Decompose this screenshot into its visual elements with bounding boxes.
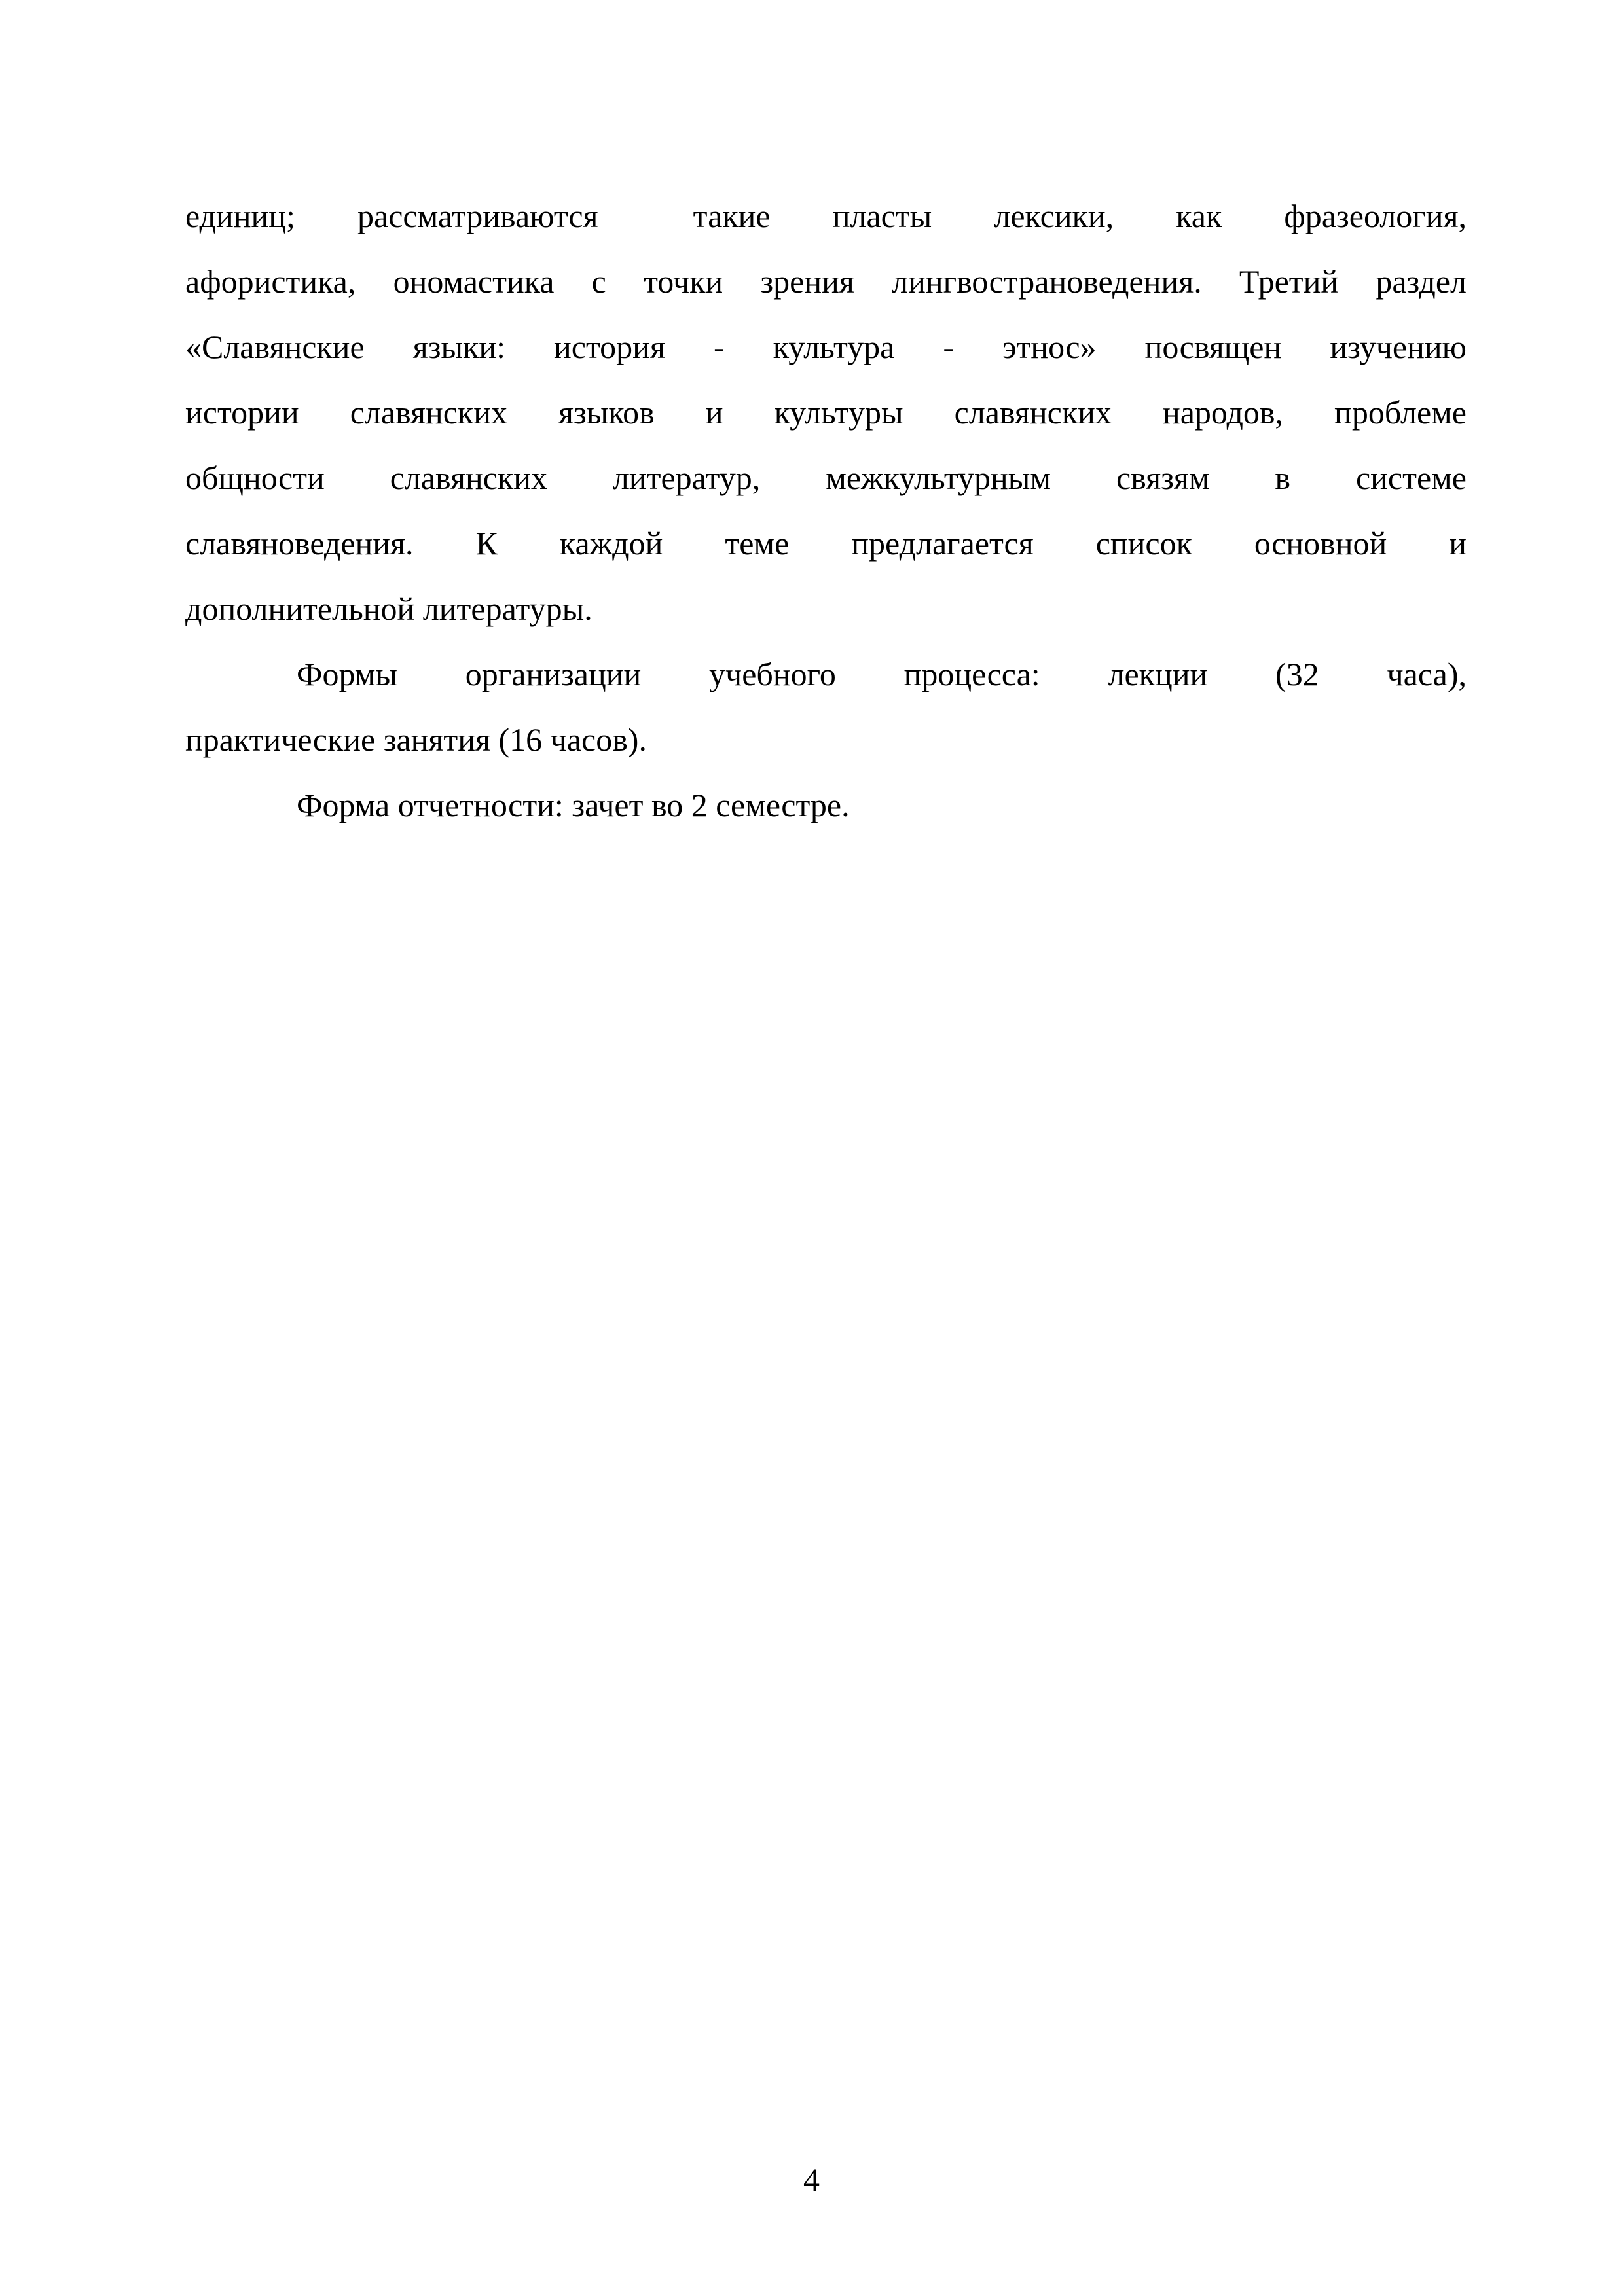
paragraph-1-line-4: истории славянских языков и культуры славянских народов, проблеме bbox=[185, 394, 1467, 431]
paragraph-2-line-2: практические занятия (16 часов). bbox=[185, 721, 647, 758]
paragraph-1-line-3: «Славянские языки: история - культура - этнос» посвящен изучению bbox=[185, 329, 1467, 365]
paragraph-1-line-5: общности славянских литератур, межкультурным связям в системе bbox=[185, 459, 1467, 496]
paragraph-2-line-1: Формы организации учебного процесса: лекции (32 часа), bbox=[297, 656, 1467, 692]
body-text bbox=[185, 183, 1467, 838]
paragraph-1-line-6: славяноведения. К каждой теме предлагается список основной и bbox=[185, 525, 1467, 562]
paragraph-3-line-1: Форма отчетности: зачет во 2 семестре. bbox=[297, 787, 850, 823]
paragraph-1-line-2: афористика, ономастика с точки зрения лингвострановедения. Третий раздел bbox=[185, 263, 1467, 300]
paragraph-1-line-1: единиц; рассматриваются такие пласты лексики, как фразеология, bbox=[185, 198, 1467, 234]
paragraph-1-line-7: дополнительной литературы. bbox=[185, 590, 593, 627]
page-number: 4 bbox=[803, 2161, 820, 2198]
